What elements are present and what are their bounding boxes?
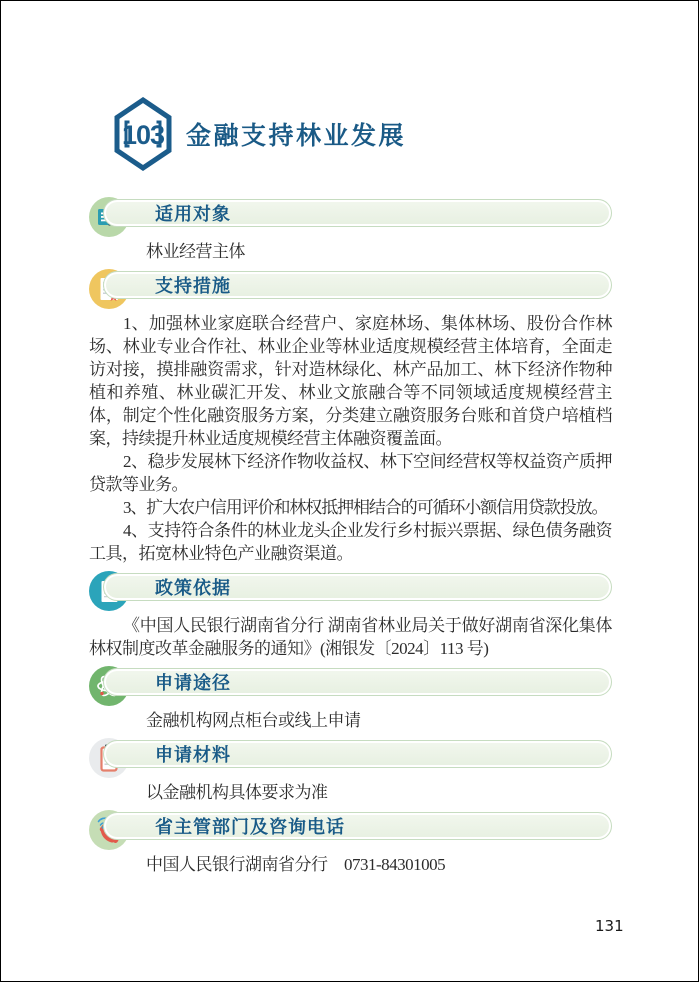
section-header	[89, 666, 612, 706]
paragraph: 以金融机构具体要求为准	[146, 783, 328, 802]
section-pill	[103, 740, 612, 768]
section-body	[89, 781, 612, 804]
section-application-materials	[89, 738, 612, 804]
paragraph: 林业经营主体	[146, 242, 245, 261]
paragraph: 中国人民银行湖南省分行 0731-84301005	[146, 855, 446, 874]
badge-number: 103	[121, 120, 165, 150]
section-title: 省主管部门及咨询电话	[155, 817, 345, 837]
section-pill	[103, 271, 612, 299]
paragraph: 4、支持符合条件的林业龙头企业发行乡村振兴票据、绿色债务融资工具，拓宽林业特色产业融资渠道。	[89, 521, 612, 563]
section-application-channel	[89, 666, 612, 732]
doc-header	[114, 97, 612, 171]
section-pill	[103, 668, 612, 696]
section-header	[89, 738, 612, 778]
hexagon-icon	[114, 97, 172, 171]
paragraph: 金融机构网点柜台或线上申请	[146, 711, 361, 730]
section-body	[89, 614, 612, 660]
section-title: 政策依据	[155, 578, 231, 598]
section-body	[89, 853, 612, 876]
section-header	[89, 810, 612, 850]
section-pill	[103, 573, 612, 601]
section-applicable-targets	[89, 197, 612, 263]
section-title: 适用对象	[155, 204, 231, 224]
section-body	[89, 312, 612, 565]
section-support-measures	[89, 269, 612, 565]
page-title: 金融支持林业发展	[186, 122, 407, 150]
section-header	[89, 571, 612, 611]
page-number: 131	[595, 917, 624, 935]
hexagon-number-badge	[114, 97, 172, 171]
section-header	[89, 269, 612, 309]
paragraph: 3、扩大农户信用评价和林权抵押相结合的可循环小额信用贷款投放。	[123, 498, 608, 517]
section-contact	[89, 810, 612, 876]
paragraph: 1、加强林业家庭联合经营户、家庭林场、集体林场、股份合作林场、林业专业合作社、林业企业等林业适度规模经营主体培育，全面走访对接，摸排融资需求，针对造林绿化、林产品加工、林下经济作物种植和养殖、林业碳汇开发、林业文旅融合等不同领域适度规模经营主体，制定个性化融资服务方案，分类建立融资服务台账和首贷户培植档案，持续提升林业适度规模经营主体融资覆盖面。	[89, 314, 612, 448]
section-body	[89, 240, 612, 263]
section-header	[89, 197, 612, 237]
section-body	[89, 709, 612, 732]
paragraph: 《中国人民银行湖南省分行 湖南省林业局关于做好湖南省深化集体林权制度改革金融服务的通知》(湘银发〔2024〕113 号)	[89, 616, 612, 658]
section-policy-basis	[89, 571, 612, 660]
paragraph: 2、稳步发展林下经济作物收益权、林下空间经营权等权益资产质押贷款等业务。	[89, 452, 612, 494]
section-pill	[103, 812, 612, 840]
section-title: 申请材料	[155, 745, 231, 765]
section-title: 支持措施	[155, 276, 231, 296]
section-title: 申请途径	[155, 673, 231, 693]
section-pill	[103, 199, 612, 227]
